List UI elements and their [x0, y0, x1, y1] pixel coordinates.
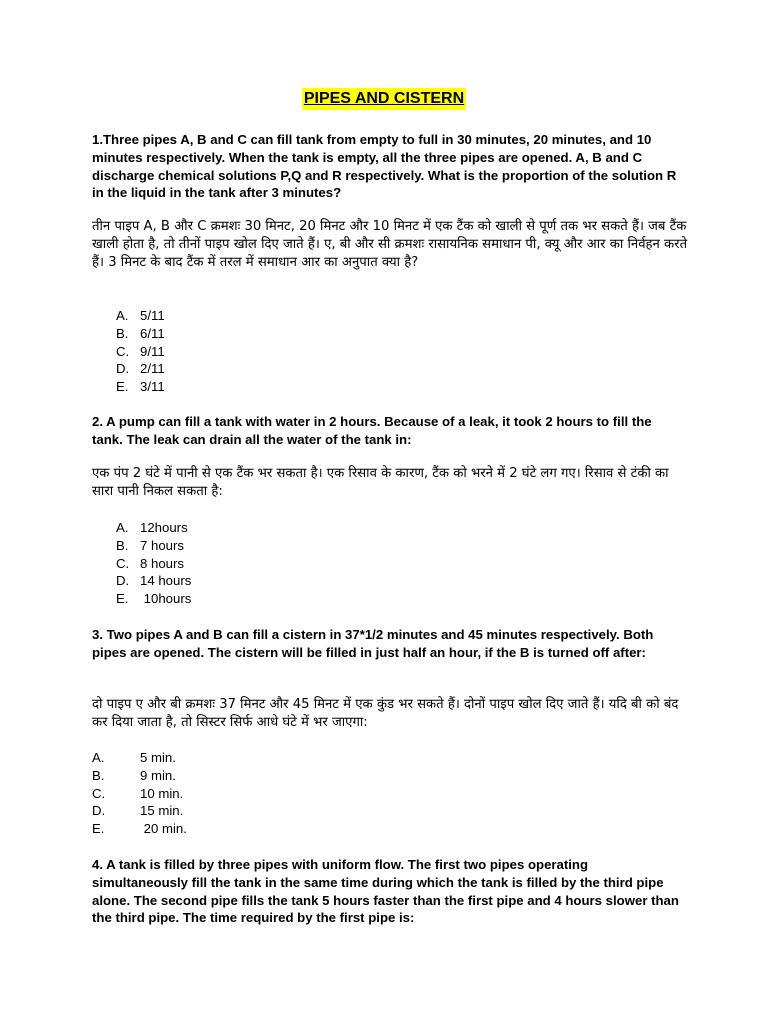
option	[116, 572, 191, 590]
question-2-english: 2. A pump can fill a tank with water in 2 hours. Because of a leak, it took 2 hours to fill the tank. The leak can drain all the water of the tank in:	[92, 414, 652, 447]
option-text: 7 hours	[140, 537, 184, 553]
option-label: B.	[116, 537, 129, 553]
option-label: C.	[92, 785, 106, 801]
question-1-hindi: तीन पाइप A, B और C क्रमशः 30 मिनट, 20 मिनट और 10 मिनट में एक टैंक को खाली से पूर्ण तक भर सकते हैं। जब टैंक खाली होता है, तो तीनों पाइप खोल दिए जाते हैं। ए, बी और सी क्रमशः रासायनिक समाधान पी, क्यू और आर का निर्वहन करते हैं। 3 मिनट के बाद टैंक में तरल में समाधान आर का अनुपात क्या है?	[92, 219, 688, 270]
option	[116, 360, 165, 378]
option	[116, 307, 165, 325]
option	[116, 343, 165, 361]
option-text: 10 min.	[140, 785, 184, 801]
option-text: 20 min.	[140, 821, 187, 837]
option-text: 12hours	[140, 520, 188, 535]
question-2-options	[116, 519, 191, 608]
option-label: E.	[92, 821, 105, 837]
option	[116, 519, 191, 537]
question-2-hindi: एक पंप 2 घंटे में पानी से एक टैंक भर सकता है। एक रिसाव के कारण, टैंक को भरने में 2 घंटे लग गए। रिसाव से टंकी का सारा पानी निकल सकता है:	[92, 466, 669, 499]
option	[116, 590, 191, 608]
option-label: C.	[116, 555, 130, 571]
option	[92, 820, 187, 838]
option-text: 15 min.	[140, 803, 184, 819]
option-label: A.	[116, 308, 129, 323]
option-label: A.	[92, 750, 105, 765]
option-label: B.	[92, 767, 105, 783]
option-label: E.	[116, 591, 129, 607]
option-text: 10hours	[140, 591, 192, 607]
option-text: 6/11	[140, 325, 165, 341]
option-text: 5/11	[140, 308, 165, 323]
option	[116, 325, 165, 343]
option	[92, 749, 187, 767]
option	[92, 785, 187, 803]
page-title: PIPES AND CISTERN	[302, 88, 466, 110]
option-text: 3/11	[140, 379, 165, 395]
option-text: 9/11	[140, 343, 165, 359]
option-label: C.	[116, 343, 130, 359]
question-4-english: 4. A tank is filled by three pipes with uniform flow. The first two pipes operating simultaneously fill the tank in the same time during which the tank is filled by the third pipe alone. The second pipe fills the tank 5 hours faster than the first pipe and 4 hours slower than the third pipe. The time required by the first pipe is:	[92, 857, 679, 926]
question-3-options	[92, 749, 187, 838]
option-label: D.	[116, 573, 130, 589]
option	[116, 378, 165, 396]
option-label: E.	[116, 379, 129, 395]
option-text: 5 min.	[140, 750, 176, 765]
option	[116, 555, 191, 573]
option-label: A.	[116, 520, 129, 535]
option-text: 9 min.	[140, 767, 176, 783]
option	[92, 767, 187, 785]
title-container	[0, 88, 768, 110]
option-label: B.	[116, 325, 129, 341]
option-label: D.	[92, 803, 106, 819]
option	[116, 537, 191, 555]
option-text: 2/11	[140, 361, 165, 377]
option-text: 8 hours	[140, 555, 184, 571]
question-3-hindi: दो पाइप ए और बी क्रमशः 37 मिनट और 45 मिनट में एक कुंड भर सकते हैं। दोनों पाइप खोल दिए जाते हैं। यदि बी को बंद कर दिया जाता है, तो सिस्टर सिर्फ आधे घंटे में भर जाएगा:	[92, 697, 679, 730]
question-1-options	[116, 307, 165, 396]
option	[92, 802, 187, 820]
question-1-english: 1.Three pipes A, B and C can fill tank from empty to full in 30 minutes, 20 minutes, and 10 minutes respectively. When the tank is empty, all the three pipes are opened. A, B and C discharge chemical solutions P,Q and R respectively. What is the proportion of the solution R in the liquid in the tank after 3 minutes?	[92, 132, 677, 201]
option-label: D.	[116, 361, 130, 377]
option-text: 14 hours	[140, 573, 192, 589]
question-3-english: 3. Two pipes A and B can fill a cistern in 37*1/2 minutes and 45 minutes respectively. Both pipes are opened. The cistern will be filled in just half an hour, if the B is turned off after:	[92, 627, 654, 660]
